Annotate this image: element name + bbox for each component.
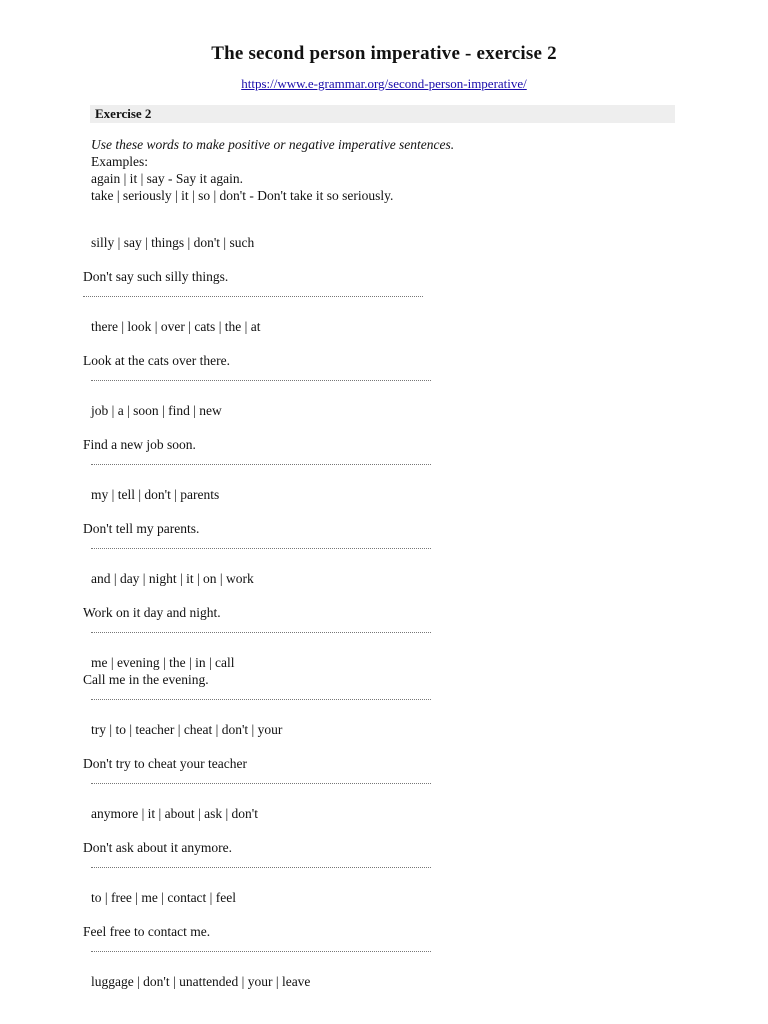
item-answer: Don't say such silly things. xyxy=(83,269,229,284)
answer-dotted-line xyxy=(91,464,431,465)
instructions xyxy=(91,136,454,204)
item-prompt: to | free | me | contact | feel xyxy=(91,890,236,905)
item-answer: Call me in the evening. xyxy=(83,672,209,687)
source-link-container xyxy=(0,76,768,92)
answer-dotted-line xyxy=(91,783,431,784)
item-answer: Don't try to cheat your teacher xyxy=(83,756,247,771)
answer-dotted-line xyxy=(91,699,431,700)
item-prompt: anymore | it | about | ask | don't xyxy=(91,806,258,821)
answer-dotted-line xyxy=(83,296,423,297)
source-link[interactable]: https://www.e-grammar.org/second-person-imperative/ xyxy=(241,76,527,91)
answer-dotted-line xyxy=(91,867,431,868)
item-answer: Don't tell my parents. xyxy=(83,521,200,536)
item-prompt: job | a | soon | find | new xyxy=(91,403,222,418)
answer-dotted-line xyxy=(91,548,431,549)
page-title: The second person imperative - exercise 2 xyxy=(211,43,557,64)
item-prompt: my | tell | don't | parents xyxy=(91,487,220,502)
item-answer: Feel free to contact me. xyxy=(83,924,211,939)
item-answer: Don't ask about it anymore. xyxy=(83,840,233,855)
item-prompt: and | day | night | it | on | work xyxy=(91,571,254,586)
item-prompt: me | evening | the | in | call xyxy=(91,655,235,670)
item-prompt: luggage | don't | unattended | your | leave xyxy=(91,974,311,989)
item-prompt: silly | say | things | don't | such xyxy=(91,235,255,250)
examples-label: Examples: xyxy=(91,154,148,169)
answer-dotted-line xyxy=(91,380,431,381)
item-answer: Work on it day and night. xyxy=(83,605,221,620)
answer-dotted-line xyxy=(91,951,431,952)
item-prompt: there | look | over | cats | the | at xyxy=(91,319,261,334)
exercise-header: Exercise 2 xyxy=(90,105,675,123)
item-answer: Find a new job soon. xyxy=(83,437,196,452)
instruction-text: Use these words to make positive or negative imperative sentences. xyxy=(91,137,455,152)
answer-dotted-line xyxy=(91,632,431,633)
example-line: take | seriously | it | so | don't - Don't take it so seriously. xyxy=(91,188,394,203)
example-line: again | it | say - Say it again. xyxy=(91,171,243,186)
item-prompt: try | to | teacher | cheat | don't | your xyxy=(91,722,283,737)
item-answer: Look at the cats over there. xyxy=(83,353,230,368)
